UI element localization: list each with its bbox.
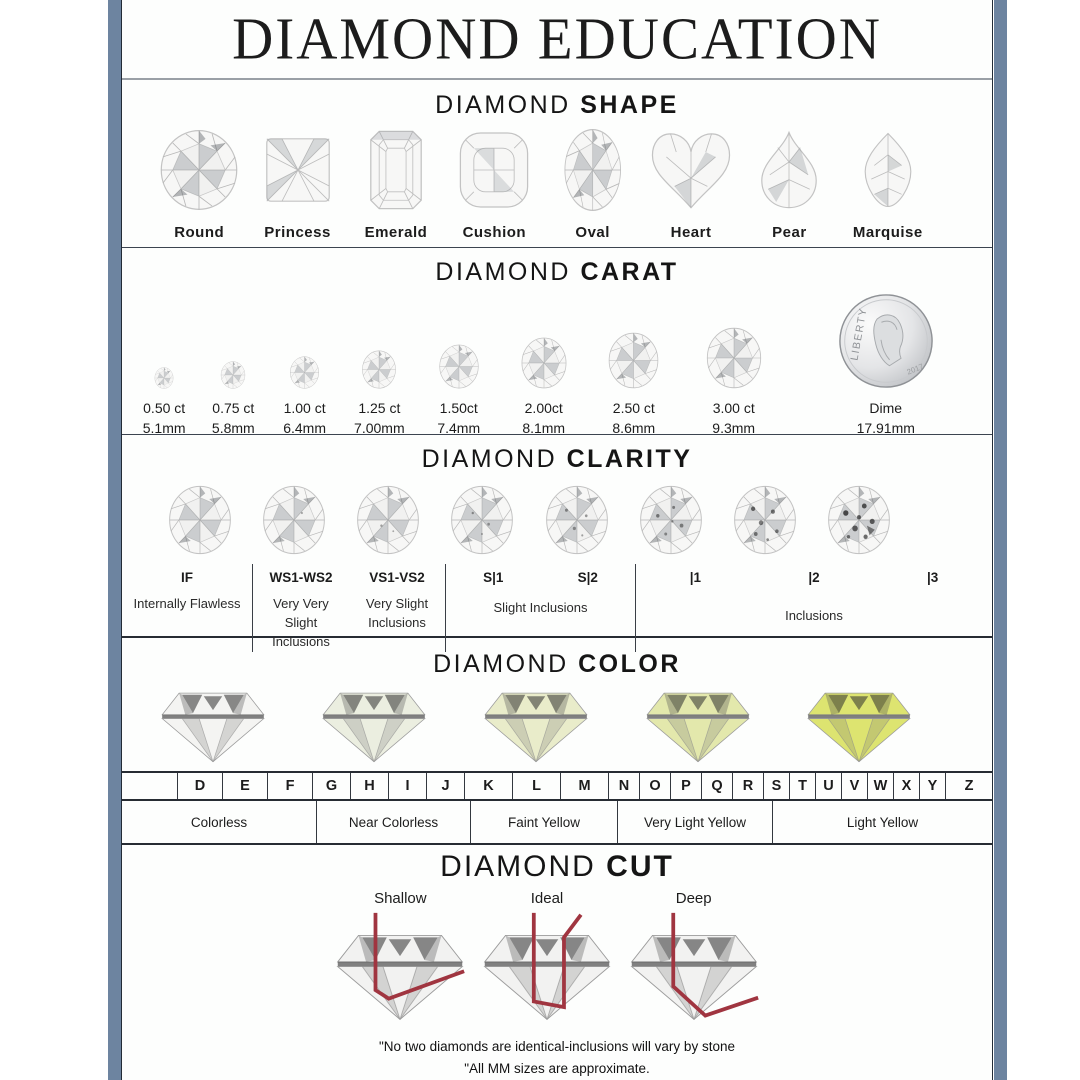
carat-weight-label: 0.75 ct bbox=[212, 400, 255, 417]
clarity-diamond-vs1-icon bbox=[355, 485, 421, 555]
shape-slot bbox=[158, 126, 240, 214]
oval-shape-icon bbox=[551, 128, 635, 212]
clarity-gem bbox=[435, 478, 529, 562]
heart-shape-icon bbox=[650, 129, 732, 211]
letter-cell: R bbox=[733, 773, 764, 799]
clarity-diamond-ws1-icon bbox=[261, 485, 327, 555]
letter-cell: E bbox=[223, 773, 268, 799]
clarity-gem bbox=[341, 478, 435, 562]
page-title: DIAMOND EDUCATION bbox=[232, 6, 882, 72]
shape-item-oval bbox=[544, 126, 642, 241]
shape-slot bbox=[551, 126, 635, 214]
color-letter-scale bbox=[122, 771, 992, 801]
carat-heading-regular: DIAMOND bbox=[435, 258, 571, 287]
clarity-grade-label: |3 bbox=[927, 570, 939, 586]
shape-row bbox=[122, 120, 992, 241]
cut-label: Shallow bbox=[374, 890, 427, 908]
letter-cell-empty bbox=[122, 773, 178, 799]
cut-item-shallow bbox=[327, 890, 474, 1026]
round-diamond-icon bbox=[361, 350, 397, 389]
color-gem bbox=[294, 683, 456, 767]
clarity-grade-label: VS1-VS2 bbox=[369, 570, 425, 586]
shape-heading bbox=[122, 91, 992, 120]
gem-slot bbox=[154, 287, 174, 391]
clarity-grade-desc: Inclusions bbox=[785, 608, 843, 624]
round-diamond-icon bbox=[220, 361, 246, 389]
shape-label: Heart bbox=[670, 224, 712, 242]
letter-cell: X bbox=[894, 773, 920, 799]
round-diamond-icon bbox=[289, 356, 320, 389]
clarity-gem bbox=[718, 478, 812, 562]
carat-item-dime bbox=[788, 287, 985, 436]
carat-mm-label: 17.91mm bbox=[856, 420, 915, 437]
letter-cell: F bbox=[268, 773, 313, 799]
round-diamond-icon bbox=[607, 332, 660, 389]
dime-liberty-text: LIBERTY bbox=[848, 306, 870, 362]
infographic-card bbox=[121, 0, 993, 1080]
gem-slot bbox=[607, 287, 660, 391]
color-diamond-near-colorless-icon bbox=[320, 687, 428, 764]
letter-cell: L bbox=[513, 773, 561, 799]
color-diamond-light-yellow-icon bbox=[805, 687, 913, 764]
carat-item bbox=[198, 287, 268, 436]
carat-mm-label: 7.4mm bbox=[437, 420, 481, 437]
left-frame-bar bbox=[108, 0, 121, 1080]
clarity-diamond-i2-icon bbox=[732, 485, 798, 555]
gem-slot bbox=[220, 287, 246, 391]
color-gem bbox=[455, 683, 617, 767]
carat-mm-label: 9.3mm bbox=[712, 420, 756, 437]
cushion-shape-icon bbox=[452, 128, 536, 212]
cut-heading bbox=[122, 850, 992, 884]
dime-coin-icon bbox=[832, 287, 940, 395]
round-diamond-icon bbox=[520, 337, 568, 389]
shape-label: Cushion bbox=[462, 224, 527, 242]
carat-weight-label: 1.00 ct bbox=[283, 400, 326, 417]
carat-weight-label: Dime bbox=[869, 400, 903, 417]
clarity-gem bbox=[812, 478, 906, 562]
clarity-grade-label: |2 bbox=[808, 570, 820, 586]
ideal-cut-diagram-icon bbox=[481, 909, 613, 1026]
shape-label: Emerald bbox=[364, 224, 428, 242]
carat-weight-label: 2.50 ct bbox=[612, 400, 655, 417]
shape-label: Marquise bbox=[852, 224, 923, 242]
gem-slot bbox=[438, 287, 480, 391]
clarity-grade-label: S|2 bbox=[577, 570, 598, 586]
carat-item bbox=[268, 287, 341, 436]
pear-shape-icon bbox=[749, 128, 829, 212]
clarity-diamond-row bbox=[122, 474, 992, 562]
carat-item bbox=[500, 287, 588, 436]
clarity-gem bbox=[247, 478, 341, 562]
letter-cell: G bbox=[313, 773, 351, 799]
deep-cut-diagram-icon bbox=[628, 909, 760, 1026]
clarity-grade-label: |1 bbox=[689, 570, 701, 586]
title-section bbox=[122, 0, 992, 80]
shape-slot bbox=[850, 126, 926, 214]
clarity-diamond-i1-icon bbox=[638, 485, 704, 555]
clarity-grade-label: S|1 bbox=[483, 570, 504, 586]
color-section bbox=[122, 638, 992, 842]
gem-slot bbox=[520, 287, 568, 391]
shape-slot bbox=[354, 126, 438, 214]
clarity-grade-label: WS1-WS2 bbox=[269, 570, 333, 586]
footer-note-1: "No two diamonds are identical-inclusions will vary by stone bbox=[379, 1039, 735, 1055]
letter-cell: Y bbox=[920, 773, 946, 799]
letter-cell: O bbox=[640, 773, 671, 799]
round-diamond-icon bbox=[154, 367, 174, 389]
color-group-label: Light Yellow bbox=[772, 801, 992, 843]
letter-cell: Z bbox=[964, 778, 974, 795]
shape-item-princess bbox=[248, 126, 346, 241]
carat-weight-label: 3.00 ct bbox=[712, 400, 755, 417]
letter-cell: T bbox=[790, 773, 816, 799]
dime-year-text: 2017 bbox=[905, 362, 925, 377]
color-diamond-row bbox=[122, 679, 992, 767]
letter-cell: M bbox=[561, 773, 609, 799]
letter-cell: Q bbox=[702, 773, 733, 799]
shape-slot bbox=[452, 126, 536, 214]
clarity-heading bbox=[122, 445, 992, 474]
color-group-label: Very Light Yellow bbox=[617, 801, 772, 843]
shape-item-emerald bbox=[347, 126, 445, 241]
carat-mm-label: 5.1mm bbox=[142, 420, 186, 437]
round-diamond-icon bbox=[438, 344, 480, 389]
shape-slot bbox=[749, 126, 829, 214]
round-shape-icon bbox=[158, 129, 240, 211]
shape-label: Oval bbox=[575, 224, 610, 242]
carat-weight-label: 2.00ct bbox=[524, 400, 563, 417]
letter-cell: I bbox=[389, 773, 427, 799]
carat-weight-label: 1.25 ct bbox=[358, 400, 401, 417]
color-group-label: Near Colorless bbox=[316, 801, 470, 843]
shape-heading-bold: SHAPE bbox=[580, 91, 679, 120]
carat-mm-label: 8.6mm bbox=[612, 420, 656, 437]
letter-cell: K bbox=[465, 773, 513, 799]
right-frame-bar bbox=[994, 0, 1007, 1080]
cut-heading-regular: DIAMOND bbox=[440, 850, 596, 884]
emerald-shape-icon bbox=[354, 128, 438, 212]
carat-item bbox=[130, 287, 198, 436]
cut-section bbox=[122, 842, 992, 1080]
shape-item-cushion bbox=[445, 126, 543, 241]
clarity-grade-desc: Very Slight Inclusions bbox=[365, 596, 429, 631]
clarity-diamond-if-icon bbox=[167, 485, 233, 555]
letter-cell: J bbox=[427, 773, 465, 799]
color-gem bbox=[778, 683, 940, 767]
color-heading bbox=[122, 650, 992, 679]
clarity-gem bbox=[530, 478, 624, 562]
clarity-heading-bold: CLARITY bbox=[566, 445, 693, 474]
footer-note-2: "All MM sizes are approximate. bbox=[464, 1061, 650, 1077]
color-gem bbox=[132, 683, 294, 767]
carat-section bbox=[122, 248, 992, 435]
marquise-shape-icon bbox=[850, 128, 926, 212]
letter-cell: W bbox=[868, 773, 894, 799]
letter-cell: S bbox=[764, 773, 790, 799]
letter-cell: P bbox=[671, 773, 702, 799]
carat-heading bbox=[122, 258, 992, 287]
cut-heading-bold: CUT bbox=[606, 850, 674, 884]
color-group-label: Colorless bbox=[190, 814, 248, 830]
clarity-diamond-i3-icon bbox=[826, 485, 892, 555]
clarity-diamond-si1-icon bbox=[449, 485, 515, 555]
clarity-gem bbox=[624, 478, 718, 562]
clarity-heading-regular: DIAMOND bbox=[421, 445, 558, 474]
gem-slot bbox=[838, 287, 934, 391]
cut-label: Ideal bbox=[530, 890, 564, 908]
carat-item bbox=[588, 287, 680, 436]
footer-notes bbox=[122, 1036, 992, 1080]
shallow-cut-diagram-icon bbox=[334, 909, 466, 1026]
clarity-gem bbox=[153, 478, 247, 562]
color-gem bbox=[617, 683, 779, 767]
shape-item-pear bbox=[740, 126, 838, 241]
color-group-labels bbox=[122, 801, 992, 845]
shape-slot bbox=[650, 126, 732, 214]
clarity-section bbox=[122, 435, 992, 649]
shape-item-heart bbox=[642, 126, 740, 241]
shape-item-marquise bbox=[839, 126, 937, 241]
shape-section bbox=[122, 80, 992, 248]
cut-row bbox=[327, 890, 767, 1026]
gem-slot bbox=[289, 287, 320, 391]
clarity-grade-desc: Internally Flawless bbox=[133, 596, 241, 612]
gem-slot bbox=[361, 287, 397, 391]
color-heading-regular: DIAMOND bbox=[433, 650, 569, 679]
cut-label: Deep bbox=[675, 890, 712, 908]
clarity-diamond-si2-icon bbox=[544, 485, 610, 555]
carat-mm-label: 7.00mm bbox=[354, 420, 405, 437]
color-diamond-faint-yellow-icon bbox=[482, 687, 590, 764]
gem-slot bbox=[705, 287, 763, 391]
carat-item bbox=[418, 287, 500, 436]
carat-mm-label: 5.8mm bbox=[211, 420, 255, 437]
clarity-grade-desc: Very Very Slight Inclusions bbox=[272, 596, 330, 649]
shape-label: Princess bbox=[264, 224, 331, 242]
cut-item-ideal bbox=[474, 890, 621, 1026]
carat-weight-label: 1.50ct bbox=[439, 400, 478, 417]
letter-cell: U bbox=[816, 773, 842, 799]
carat-heading-bold: CARAT bbox=[580, 258, 679, 287]
clarity-grade-desc: Slight Inclusions bbox=[493, 600, 588, 616]
shape-item-round bbox=[150, 126, 248, 241]
clarity-grade-label: IF bbox=[181, 570, 193, 586]
carat-item bbox=[680, 287, 788, 436]
shape-heading-regular: DIAMOND bbox=[435, 91, 571, 120]
carat-item bbox=[341, 287, 418, 436]
carat-weight-label: 0.50 ct bbox=[143, 400, 186, 417]
color-group-label: Faint Yellow bbox=[470, 801, 617, 843]
color-heading-bold: COLOR bbox=[578, 650, 681, 679]
cut-item-deep bbox=[620, 890, 767, 1026]
shape-label: Pear bbox=[772, 224, 807, 242]
shape-label: Round bbox=[174, 224, 225, 242]
color-diamond-very-light-yellow-icon bbox=[644, 687, 752, 764]
letter-cell: H bbox=[351, 773, 389, 799]
letter-cell: D bbox=[178, 773, 223, 799]
carat-mm-label: 8.1mm bbox=[522, 420, 566, 437]
letter-cell: N bbox=[609, 773, 640, 799]
shape-slot bbox=[258, 126, 338, 214]
princess-shape-icon bbox=[258, 130, 338, 210]
carat-mm-label: 6.4mm bbox=[283, 420, 327, 437]
letter-cell: V bbox=[842, 773, 868, 799]
carat-row bbox=[122, 287, 992, 436]
round-diamond-icon bbox=[705, 327, 763, 389]
color-diamond-colorless-icon bbox=[159, 687, 267, 764]
